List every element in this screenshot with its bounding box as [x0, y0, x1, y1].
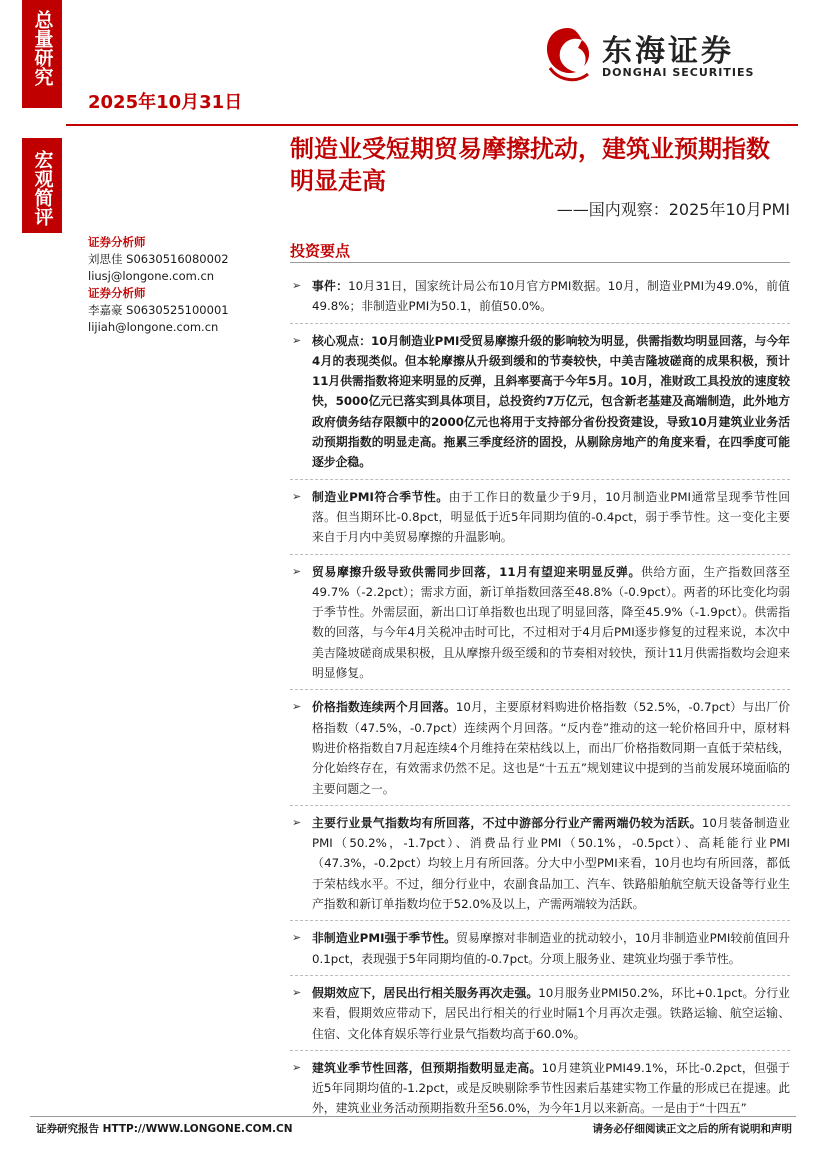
key-point-paragraph	[290, 331, 790, 480]
paragraph-text: 10月31日，国家统计局公布10月官方PMI数据。10月，制造业PMI为49.0%，前值49.8%；非制造业PMI为50.1，前值50.0%。	[312, 279, 790, 314]
key-point-paragraph	[290, 813, 790, 921]
footer-report-link[interactable]: 证券研究报告 HTTP://WWW.LONGONE.COM.CN	[36, 1123, 293, 1135]
bullet-arrow-icon: ➢	[292, 985, 302, 999]
logo-chinese-name: 东海证券	[602, 34, 734, 69]
paragraph-text: 10月装备制造业PMI（50.2%，-1.7pct）、消费品行业PMI（50.1%，-0.5pct）、高耗能行业PMI（47.3%，-0.2pct）均较上月有所回落。分大中小型PMI来看，10月也均有所回落，都低于荣枯线水平。不过，细分行业中，农副食品加工、汽车、铁路船舶航空航天设备等行业生产指数和新订单指数均位于52.0%及以上，产需两端较为活跃。	[312, 815, 790, 912]
key-point-paragraph	[290, 1058, 790, 1125]
bullet-arrow-icon: ➢	[292, 279, 302, 292]
logo-english-name: DONGHAI SECURITIES	[602, 66, 755, 79]
report-date: 2025年10月31日	[88, 92, 243, 113]
section-divider	[290, 262, 790, 263]
paragraph-lead: 事件：	[312, 279, 349, 293]
bullet-arrow-icon: ➢	[292, 931, 302, 945]
paragraph-text: 10月，主要原材料购进价格指数（52.5%，-0.7pct）与出厂价格指数（47.5%，-0.7pct）连续两个月回落。“反内卷”推动的这一轮价格回升中，原材料购进价格指数自7月起连续4个月维持在荣枯线以上，而出厂价格指数同期一直低于荣枯线，分化始终存在，有效需求仍然不足。这也是“十五五”规划建议中提到的当前发展环境面临的主要问题之一。	[312, 700, 790, 796]
paragraph-lead: 核心观点：	[312, 333, 372, 348]
analyst-info	[88, 234, 229, 336]
paragraph-lead: 制造业PMI符合季节性。	[312, 489, 449, 504]
analyst-email[interactable]: liusj@longone.com.cn	[88, 269, 215, 283]
paragraph-lead: 主要行业景气指数均有所回落，不过中游部分行业产需两端仍较为活跃。	[312, 815, 702, 830]
paragraph-text: 贸易摩擦对非制造业的扰动较小，10月非制造业PMI较前值回升0.1pct，表现强于5年同期均值的-0.7pct。分项上服务业、建筑业均强于季节性。	[312, 931, 790, 966]
bullet-arrow-icon: ➢	[292, 489, 302, 503]
paragraph-text: 由于工作日的数量少于9月，10月制造业PMI通常呈现季节性回落。但当期环比-0.8pct，明显低于近5年同期均值的-0.4pct，弱于季节性。这一变化主要来自于月内中美贸易摩擦的升温影响。	[312, 489, 790, 545]
key-point-paragraph	[290, 697, 790, 805]
analyst-label: 证券分析师	[88, 235, 146, 249]
key-point-paragraph	[290, 562, 790, 691]
paragraph-lead: 贸易摩擦升级导致供需同步回落，11月有望迎来明显反弹。	[312, 564, 641, 579]
bullet-arrow-icon: ➢	[292, 815, 302, 829]
paragraph-text: 10月服务业PMI50.2%，环比+0.1pct。分行业来看，假期效应带动下，居民出行相关的行业时隔1个月再次走强。铁路运输、航空运输、住宿、文化体育娱乐等行业景气指数均高于60.0%。	[312, 985, 790, 1041]
company-logo	[538, 22, 788, 86]
report-title: 制造业受短期贸易摩擦扰动，建筑业预期指数明显走高	[290, 135, 770, 195]
key-point-paragraph	[290, 487, 790, 555]
paragraph-lead: 价格指数连续两个月回落。	[312, 700, 456, 715]
bullet-arrow-icon: ➢	[292, 700, 302, 714]
paragraph-lead: 非制造业PMI强于季节性。	[312, 931, 457, 946]
bullet-arrow-icon: ➢	[292, 333, 302, 347]
category-tab-label: 宏观简评	[31, 150, 54, 226]
category-tab-macro-research	[22, 0, 62, 108]
category-tab-macro-brief	[22, 138, 62, 233]
bullet-arrow-icon: ➢	[292, 564, 302, 578]
analyst-name: 李嘉豪 S0630525100001	[88, 303, 229, 317]
paragraph-text: 供给方面，生产指数回落至49.7%（-2.2pct）；需求方面，新订单指数回落至48.8%（-0.9pct）。两者的环比变化均弱于季节性。外需层面，新出口订单指数也出现了明显回落，降至45.9%（-1.9pct）。供需指数的回落，与今年4月关税冲击时可比，不过相对于4月后PMI逐步修复的过程来说，本次中美吉隆坡磋商成果积极，且从摩擦升级至缓和的节奏相对较快，预计11月供需指数均会迎来明显修复。	[312, 564, 790, 681]
header-divider	[66, 124, 798, 126]
dragon-logo-icon	[538, 22, 598, 86]
section-title: 投资要点	[290, 242, 351, 260]
report-subtitle: ——国内观察：2025年10月PMI	[556, 200, 790, 219]
analyst-email[interactable]: lijiah@longone.com.cn	[88, 320, 219, 334]
key-points	[290, 276, 790, 1132]
key-point-paragraph	[290, 928, 790, 976]
paragraph-lead: 假期效应下，居民出行相关服务再次走强。	[312, 985, 539, 1000]
footer-disclaimer: 请务必仔细阅读正文之后的所有说明和声明	[592, 1123, 792, 1135]
paragraph-lead: 建筑业季节性回落，但预期指数明显走高。	[312, 1060, 542, 1075]
footer-divider	[30, 1116, 796, 1117]
analyst-name: 刘思佳 S0630516080002	[88, 252, 229, 266]
key-point-paragraph	[290, 983, 790, 1051]
analyst-label: 证券分析师	[88, 286, 146, 300]
category-tab-label: 总量研究	[31, 10, 54, 86]
paragraph-text: 10月制造业PMI受贸易摩擦升级的影响较为明显，供需指数均明显回落，与今年4月的表现类似。但本轮摩擦从升级到缓和的节奏较快，中美吉隆坡磋商的成果积极，预计11月供需指数将迎来明显的反弹，且斜率要高于今年5月。10月，准财政工具投放的速度较快，5000亿元已落实到具体项目，总投资约7万亿元，包含新老基建及高端制造，此外地方政府债务结存限额中的2000亿元也将用于支持部分省份投资建设，导致10月建筑业业务活动预期指数的明显走高。拖累三季度经济的固投，从剔除房地产的角度来看，在四季度可能逐步企稳。	[312, 333, 790, 470]
key-point-paragraph	[290, 276, 790, 324]
paragraph-text: 10月建筑业PMI49.1%，环比-0.2pct，但强于近5年同期均值的-1.2pct，或是反映剔除季节性因素后基建实物工作量的形成已在提速。此外，建筑业业务活动预期指数升至56.0%，为今年1月以来新高。一是由于“十四五”	[312, 1060, 790, 1116]
bullet-arrow-icon: ➢	[292, 1060, 302, 1074]
